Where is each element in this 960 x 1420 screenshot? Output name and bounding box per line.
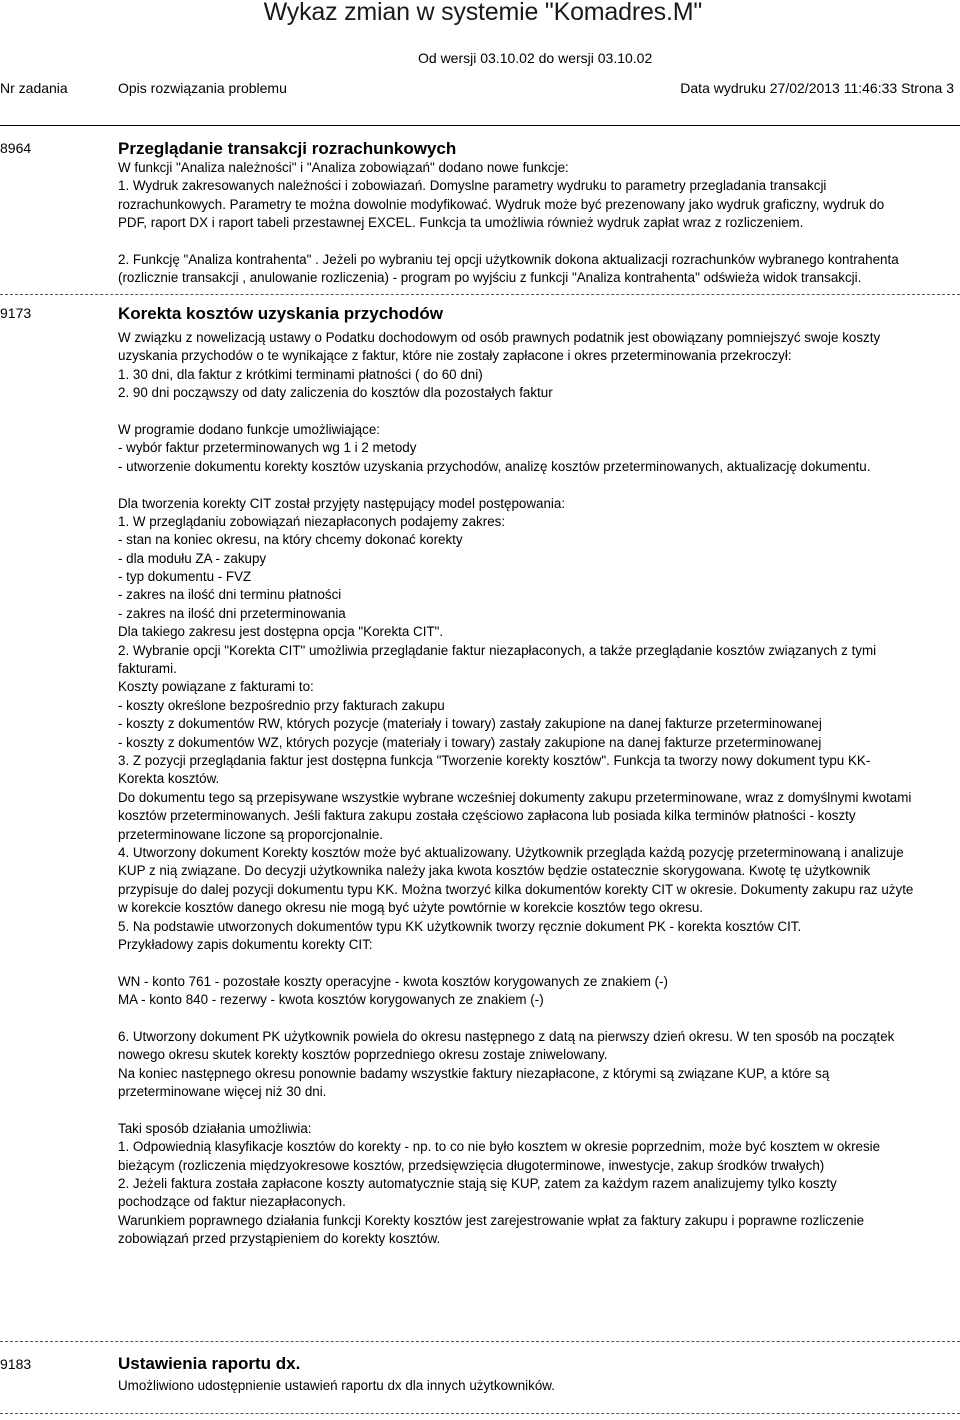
text-line [118,1009,960,1027]
text-line: 6. Utworzony dokument PK użytkownik powiela do okresu następnego z datą na pierwszy dzień okresu. W ten sposób na początek [118,1028,895,1044]
text-line [118,403,960,421]
text-line: PDF, raport DX i raport tabeli przestawnej EXCEL. Funkcja ta umożliwia również wydruk zapłat wraz z rozliczeniem. [118,215,804,231]
text-line: - typ dokumentu - FVZ [118,569,252,585]
column-header-nr: Nr zadania [0,80,68,96]
header-rule [0,125,960,126]
text-line: przypisuje do dalej pozycji dokumentu typu KK. Można tworzyć kilka dokumentów korekty CIT w okresie. Dokumenty zakupu raz użyte [118,881,914,897]
task-description [118,329,960,1249]
text-line: - dla modułu ZA - zakupy [118,550,267,566]
text-line: bieżącym (rozliczenia międzyokresowe kosztów, przedsięwzięcia długoterminowe, inwestycje, zakup środków trwałych) [118,1157,825,1173]
text-line: 1. 30 dni, dla faktur z krótkimi terminami płatności ( do 60 dni) [118,366,483,382]
text-line: Korekta kosztów. [118,771,220,787]
task-separator [0,1413,960,1414]
text-line: W funkcji "Analiza należności" i "Analiza zobowiązań" dodano nowe funkcje: [118,160,569,175]
text-line: Warunkiem poprawnego działania funkcji Korekty kosztów jest zarejestrowanie wpłat za faktury zakupu i poprawne rozliczenie [118,1212,865,1228]
task-description [118,1377,960,1395]
text-line: 3. Z pozycji przeglądania faktur jest dostępna funkcja "Tworzenie korekty kosztów". Funkcja ta tworzy nowy dokument typu KK- [118,752,871,768]
text-line [118,233,960,251]
task-separator [0,1341,960,1342]
text-line: W związku z nowelizacją ustawy o Podatku dochodowym od osób prawnych podatnik jest obowiązany pomniejszyć swoje koszty [118,330,881,345]
text-line: 2. Wybranie opcji "Korekta CIT" umożliwia przeglądanie faktur niezapłaconych, a także przeglądanie kosztów związanych z tymi [118,642,877,658]
task-number: 8964 [0,140,32,156]
text-line [118,476,960,494]
text-line: 1. Wydruk zakresowanych należności i zobowiazań. Domyslne parametry wydruku to parametry przegladania transakcji [118,178,827,194]
text-line: 1. W przeglądaniu zobowiązań niezapłaconych podajemy zakres: [118,513,506,529]
column-header-opis: Opis rozwiązania problemu [118,80,287,96]
text-line: uzyskania przychodów o te wynikające z faktur, które nie zostały zapłacone i okres przeterminowania przekroczył: [118,348,792,364]
text-line: w korekcie kosztów danego okresu nie mogą być użyte powtórnie w korekcie kosztów tego okresu. [118,900,704,916]
text-line: - koszty z dokumentów RW, których pozycje (materiały i towary) zastały zakupione na danej fakturze przeterminowanej [118,716,822,732]
text-line: - stan na koniec okresu, na który chcemy dokonać korekty [118,532,463,548]
text-line: rozrachunkowych. Parametry te można dowolnie modyfikować. Wydruk może być prezenowany jako wydruk graficzny, wydruk do [118,196,885,212]
text-line: 2. Jeżeli faktura została zapłacone koszty automatycznie stają się KUP, zatem za każdym razem analizujemy tylko koszty [118,1175,837,1191]
text-line: KUP z nią związane. Do decyzji użytkownika należy jaka kwota kosztów będzie ostatecznie skorygowana. Kwotę tę użytkownik [118,863,871,879]
text-line: fakturami. [118,661,177,677]
task-number: 9183 [0,1356,32,1372]
task-title: Przeglądanie transakcji rozrachunkowych [118,139,457,158]
text-line: - wybór faktur przeterminowanych wg 1 i 2 metody [118,440,417,456]
text-line: 2. 90 dni począwszy od daty zaliczenia do kosztów dla pozostałych faktur [118,385,553,401]
text-line: przeterminowane liczone są proporcjonalnie. [118,826,383,842]
text-line: W programie dodano funkcje umożliwiające: [118,421,380,437]
task-number: 9173 [0,305,32,321]
text-line: Taki sposób działania umożliwia: [118,1120,312,1136]
document-title: Wykaz zmian w systemie "Komadres.M" [263,0,702,26]
task-title: Korekta kosztów uzyskania przychodów [118,304,443,323]
text-line [118,1101,960,1119]
text-line: - zakres na ilość dni przeterminowania [118,605,346,621]
text-line: zobowiązań przed przystąpieniem do korekty kosztów. [118,1231,441,1247]
text-line: Umożliwiono udostępnienie ustawień raportu dx dla innych użytkowników. [118,1378,555,1393]
text-line: Przykładowy zapis dokumentu korekty CIT: [118,936,373,952]
text-line: - koszty określone bezpośrednio przy fakturach zakupu [118,697,445,713]
text-line: 5. Na podstawie utworzonych dokumentów typu KK użytkownik tworzy ręcznie dokument PK - korekta kosztów CIT. [118,918,802,934]
version-range: Od wersji 03.10.02 do wersji 03.10.02 [418,50,653,66]
text-line [118,954,960,972]
text-line: - zakres na ilość dni terminu płatności [118,587,342,603]
text-line: nowego okresu skutek korekty kosztów poprzedniego okresu zostaje zniwelowany. [118,1047,608,1063]
text-line: Dla takiego zakresu jest dostępna opcja "Korekta CIT". [118,624,444,640]
text-line: 4. Utworzony dokument Korekty kosztów może być aktualizowany. Użytkownik przegląda każdą pozycję przeterminowaną i analizuje [118,844,904,860]
text-line: WN - konto 761 - pozostałe koszty operacyjne - kwota kosztów korygowanych ze znakiem (-) [118,973,668,989]
text-line: Koszty powiązane z fakturami to: [118,679,314,695]
text-line: (rozlicznie transakcji , anulowanie rozliczenia) - program po wyjściu z funkcji "Analiza kontrahenta" odświeża widok transakcji. [118,270,862,286]
text-line: przeterminowane więcej niż 30 dni. [118,1084,327,1100]
text-line: - utworzenie dokumentu korekty kosztów uzyskania przychodów, analizę kosztów przeterminowanych, aktualizację dokumentu. [118,458,871,474]
task-title: Ustawienia raportu dx. [118,1354,301,1373]
text-line: 1. Odpowiednią klasyfikacje kosztów do korekty - np. to co nie było kosztem w okresie poprzednim, może być kosztem w okresie [118,1139,881,1155]
text-line: Na koniec następnego okresu ponownie badamy wszystkie faktury niezapłacone, z którymi są związane KUP, a które są [118,1065,830,1081]
task-description [118,159,960,288]
text-line: - koszty z dokumentów WZ, których pozycje (materiały i towary) zastały zakupione na danej fakturze przeterminowanej [118,734,822,750]
text-line: Dla tworzenia korekty CIT został przyjęty następujący model postępowania: [118,495,566,511]
text-line: Do dokumentu tego są przepisywane wszystkie wybrane wcześniej dokumenty zakupu przeterminowane, wraz z domyślnymi kwotami [118,789,912,805]
print-info: Data wydruku 27/02/2013 11:46:33 Strona 3 [680,80,954,96]
text-line: MA - konto 840 - rezerwy - kwota kosztów korygowanych ze znakiem (-) [118,992,544,1008]
text-line: 2. Funkcję "Analiza kontrahenta" . Jeżeli po wybraniu tej opcji użytkownik dokona aktualizacji rozrachunków wybranego kontrahenta [118,251,899,267]
task-separator [0,294,960,295]
text-line: pochodzące od faktur niezapłaconych. [118,1194,346,1210]
text-line: kosztów przeterminowanych. Jeśli faktura zakupu została częściowo zapłacona lub posiada kilka terminów płatności - koszty [118,808,856,824]
